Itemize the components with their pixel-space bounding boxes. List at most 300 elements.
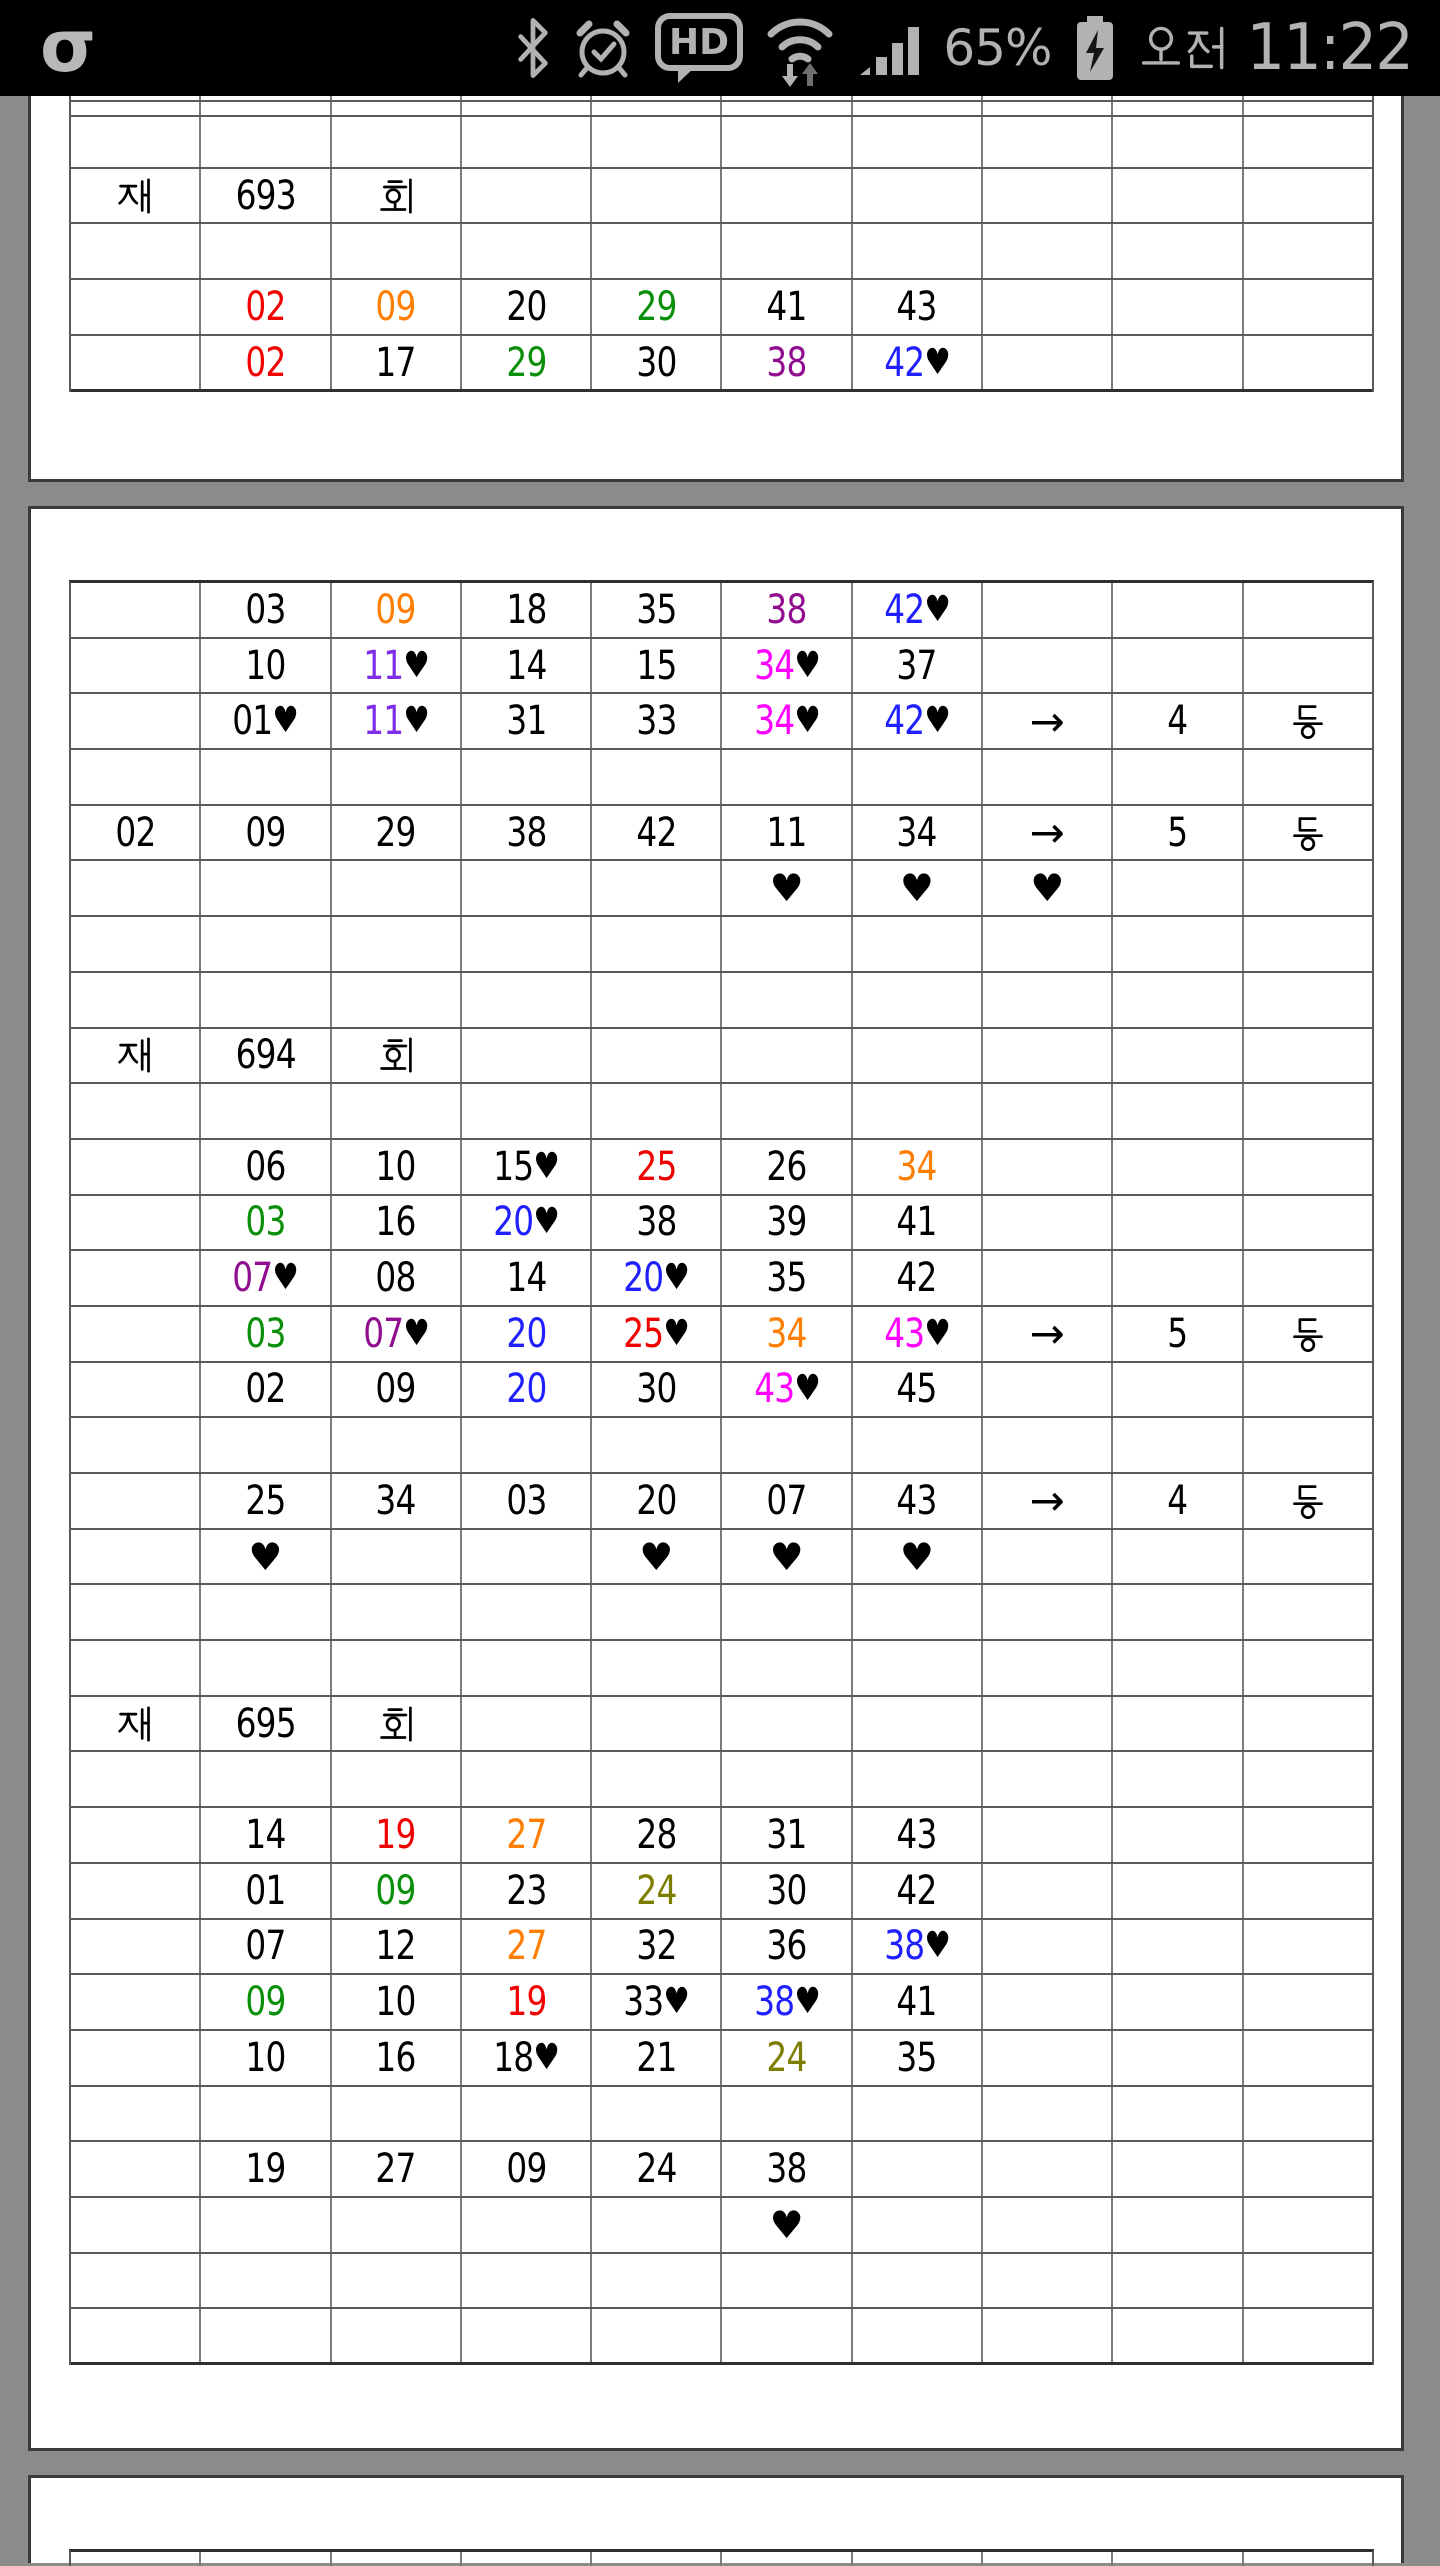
cell[interactable]: [722, 583, 852, 637]
cell[interactable]: [592, 806, 722, 860]
cell[interactable]: [722, 2309, 852, 2362]
cell[interactable]: [1113, 917, 1243, 971]
cell[interactable]: [462, 1975, 592, 2029]
cell[interactable]: [853, 1530, 983, 1584]
cell[interactable]: [332, 1307, 462, 1361]
cell[interactable]: [1113, 1140, 1243, 1194]
cell[interactable]: [462, 1530, 592, 1584]
cell[interactable]: [592, 583, 722, 637]
cell[interactable]: [853, 1752, 983, 1806]
cell[interactable]: [853, 1196, 983, 1250]
cell[interactable]: [201, 1474, 331, 1528]
cell[interactable]: [462, 639, 592, 693]
cell[interactable]: [462, 806, 592, 860]
cell[interactable]: [853, 2142, 983, 2196]
cell[interactable]: [1244, 2309, 1372, 2362]
cell[interactable]: [592, 1920, 722, 1974]
cell[interactable]: [332, 806, 462, 860]
cell[interactable]: [71, 1530, 201, 1584]
cell[interactable]: [332, 169, 462, 222]
cell[interactable]: [722, 1307, 852, 1361]
cell[interactable]: [462, 750, 592, 804]
cell[interactable]: [722, 1251, 852, 1305]
cell[interactable]: [1244, 2198, 1372, 2252]
cell[interactable]: [71, 973, 201, 1027]
cell[interactable]: [722, 2031, 852, 2085]
cell[interactable]: [983, 1864, 1113, 1918]
cell[interactable]: [332, 1530, 462, 1584]
cell[interactable]: [592, 1196, 722, 1250]
cell[interactable]: [201, 224, 331, 278]
cell[interactable]: [332, 2309, 462, 2362]
cell[interactable]: [71, 96, 201, 100]
cell[interactable]: [1244, 2031, 1372, 2085]
cell[interactable]: [332, 2142, 462, 2196]
cell[interactable]: [592, 694, 722, 748]
cell[interactable]: [592, 1864, 722, 1918]
cell[interactable]: [332, 750, 462, 804]
cell[interactable]: [332, 96, 462, 100]
cell[interactable]: [332, 917, 462, 971]
cell[interactable]: [983, 1418, 1113, 1472]
cell[interactable]: [853, 861, 983, 915]
cell[interactable]: [332, 2087, 462, 2141]
cell[interactable]: [462, 2552, 592, 2566]
cell[interactable]: [71, 1641, 201, 1695]
cell[interactable]: [592, 1140, 722, 1194]
cell[interactable]: [71, 2031, 201, 2085]
cell[interactable]: [853, 2031, 983, 2085]
cell[interactable]: [722, 917, 852, 971]
cell[interactable]: [983, 280, 1113, 334]
cell[interactable]: [592, 2254, 722, 2308]
cell[interactable]: [1244, 1029, 1372, 1083]
cell[interactable]: [201, 280, 331, 334]
cell[interactable]: [1244, 2142, 1372, 2196]
cell[interactable]: [1113, 1752, 1243, 1806]
cell[interactable]: [462, 102, 592, 115]
cell[interactable]: [1244, 1975, 1372, 2029]
cell[interactable]: [983, 1196, 1113, 1250]
cell[interactable]: [722, 1084, 852, 1138]
cell[interactable]: [1113, 1697, 1243, 1751]
cell[interactable]: [462, 1084, 592, 1138]
cell[interactable]: [201, 1196, 331, 1250]
cell[interactable]: [1244, 1641, 1372, 1695]
cell[interactable]: [1244, 1307, 1372, 1361]
cell[interactable]: [1244, 1140, 1372, 1194]
cell[interactable]: [592, 1808, 722, 1862]
cell[interactable]: [722, 2552, 852, 2566]
cell[interactable]: [332, 2552, 462, 2566]
cell[interactable]: [592, 917, 722, 971]
cell[interactable]: [722, 96, 852, 100]
cell[interactable]: [332, 1418, 462, 1472]
cell[interactable]: [462, 1307, 592, 1361]
cell[interactable]: [983, 1641, 1113, 1695]
cell[interactable]: [983, 96, 1113, 100]
cell[interactable]: [71, 1363, 201, 1417]
cell[interactable]: [462, 1864, 592, 1918]
cell[interactable]: [71, 750, 201, 804]
cell[interactable]: [853, 2309, 983, 2362]
cell[interactable]: [332, 1697, 462, 1751]
cell[interactable]: [592, 2198, 722, 2252]
cell[interactable]: [201, 973, 331, 1027]
cell[interactable]: [201, 1251, 331, 1305]
cell[interactable]: [201, 1140, 331, 1194]
cell[interactable]: [1244, 1530, 1372, 1584]
cell[interactable]: [1113, 1808, 1243, 1862]
cell[interactable]: [201, 117, 331, 167]
cell[interactable]: [983, 1363, 1113, 1417]
cell[interactable]: [1113, 2142, 1243, 2196]
cell[interactable]: [71, 2087, 201, 2141]
cell[interactable]: [592, 1474, 722, 1528]
cell[interactable]: [853, 1363, 983, 1417]
cell[interactable]: [1244, 861, 1372, 915]
cell[interactable]: [462, 1418, 592, 1472]
cell[interactable]: [853, 280, 983, 334]
cell[interactable]: [983, 1752, 1113, 1806]
cell[interactable]: [983, 1029, 1113, 1083]
cell[interactable]: [853, 117, 983, 167]
cell[interactable]: [332, 2254, 462, 2308]
cell[interactable]: [462, 973, 592, 1027]
cell[interactable]: [722, 973, 852, 1027]
cell[interactable]: [983, 1530, 1113, 1584]
cell[interactable]: [71, 2552, 201, 2566]
cell[interactable]: [722, 2142, 852, 2196]
cell[interactable]: [201, 336, 331, 389]
cell[interactable]: [462, 2142, 592, 2196]
cell[interactable]: [201, 2552, 331, 2566]
cell[interactable]: [201, 1585, 331, 1639]
cell[interactable]: [71, 280, 201, 334]
cell[interactable]: [722, 169, 852, 222]
cell[interactable]: [462, 2309, 592, 2362]
cell[interactable]: [592, 1585, 722, 1639]
cell[interactable]: [71, 1920, 201, 1974]
cell[interactable]: [722, 1530, 852, 1584]
cell[interactable]: [592, 1029, 722, 1083]
cell[interactable]: [592, 1530, 722, 1584]
cell[interactable]: [983, 2087, 1113, 2141]
cell[interactable]: [853, 2254, 983, 2308]
cell[interactable]: [722, 1975, 852, 2029]
cell[interactable]: [722, 639, 852, 693]
cell[interactable]: [1113, 583, 1243, 637]
cell[interactable]: [462, 1196, 592, 1250]
cell[interactable]: [983, 1975, 1113, 2029]
cell[interactable]: [722, 1196, 852, 1250]
cell[interactable]: [71, 1196, 201, 1250]
cell[interactable]: [462, 2087, 592, 2141]
cell[interactable]: [722, 2198, 852, 2252]
cell[interactable]: [853, 639, 983, 693]
cell[interactable]: [71, 1864, 201, 1918]
cell[interactable]: [332, 1585, 462, 1639]
cell[interactable]: [853, 169, 983, 222]
cell[interactable]: [983, 1084, 1113, 1138]
cell[interactable]: [201, 2087, 331, 2141]
cell[interactable]: [332, 1920, 462, 1974]
cell[interactable]: [853, 1975, 983, 2029]
cell[interactable]: [592, 102, 722, 115]
cell[interactable]: [71, 1808, 201, 1862]
cell[interactable]: [983, 2198, 1113, 2252]
cell[interactable]: [983, 1474, 1113, 1528]
cell[interactable]: [853, 1808, 983, 1862]
cell[interactable]: [983, 694, 1113, 748]
cell[interactable]: [1244, 806, 1372, 860]
cell[interactable]: [332, 336, 462, 389]
cell[interactable]: [1113, 1084, 1243, 1138]
cell[interactable]: [1113, 96, 1243, 100]
cell[interactable]: [201, 169, 331, 222]
cell[interactable]: [983, 1140, 1113, 1194]
cell[interactable]: [332, 1251, 462, 1305]
cell[interactable]: [201, 2031, 331, 2085]
cell[interactable]: [462, 1920, 592, 1974]
cell[interactable]: [1113, 2309, 1243, 2362]
cell[interactable]: [722, 694, 852, 748]
cell[interactable]: [592, 861, 722, 915]
cell[interactable]: [1113, 224, 1243, 278]
cell[interactable]: [71, 1474, 201, 1528]
cell[interactable]: [1113, 117, 1243, 167]
cell[interactable]: [1113, 1029, 1243, 1083]
cell[interactable]: [1113, 1641, 1243, 1695]
cell[interactable]: [462, 336, 592, 389]
cell[interactable]: [853, 1307, 983, 1361]
cell[interactable]: [1244, 2552, 1372, 2566]
cell[interactable]: [722, 1808, 852, 1862]
cell[interactable]: [71, 917, 201, 971]
cell[interactable]: [983, 1251, 1113, 1305]
cell[interactable]: [1244, 2087, 1372, 2141]
cell[interactable]: [1113, 1196, 1243, 1250]
cell[interactable]: [1113, 2552, 1243, 2566]
cell[interactable]: [983, 1585, 1113, 1639]
cell[interactable]: [1244, 1196, 1372, 1250]
cell[interactable]: [332, 1474, 462, 1528]
cell[interactable]: [983, 917, 1113, 971]
cell[interactable]: [592, 1641, 722, 1695]
cell[interactable]: [1244, 1920, 1372, 1974]
cell[interactable]: [983, 639, 1113, 693]
cell[interactable]: [592, 1084, 722, 1138]
cell[interactable]: [332, 1752, 462, 1806]
cell[interactable]: [201, 96, 331, 100]
cell[interactable]: [983, 583, 1113, 637]
cell[interactable]: [592, 1418, 722, 1472]
cell[interactable]: [592, 2309, 722, 2362]
cell[interactable]: [983, 2552, 1113, 2566]
cell[interactable]: [983, 169, 1113, 222]
cell[interactable]: [1244, 1418, 1372, 1472]
cell[interactable]: [722, 1641, 852, 1695]
cell[interactable]: [71, 583, 201, 637]
cell[interactable]: [71, 1029, 201, 1083]
cell[interactable]: [1113, 1474, 1243, 1528]
cell[interactable]: [201, 583, 331, 637]
cell[interactable]: [332, 639, 462, 693]
cell[interactable]: [983, 750, 1113, 804]
cell[interactable]: [201, 1920, 331, 1974]
cell[interactable]: [722, 1697, 852, 1751]
cell[interactable]: [853, 1641, 983, 1695]
cell[interactable]: [201, 806, 331, 860]
cell[interactable]: [722, 280, 852, 334]
cell[interactable]: [983, 102, 1113, 115]
cell[interactable]: [983, 861, 1113, 915]
cell[interactable]: [201, 2254, 331, 2308]
cell[interactable]: [1113, 1975, 1243, 2029]
cell[interactable]: [462, 1251, 592, 1305]
cell[interactable]: [1113, 2031, 1243, 2085]
cell[interactable]: [1244, 169, 1372, 222]
cell[interactable]: [722, 1418, 852, 1472]
cell[interactable]: [201, 1641, 331, 1695]
cell[interactable]: [1113, 1530, 1243, 1584]
cell[interactable]: [1244, 224, 1372, 278]
cell[interactable]: [722, 2254, 852, 2308]
cell[interactable]: [853, 1697, 983, 1751]
cell[interactable]: [1244, 1752, 1372, 1806]
cell[interactable]: [332, 2198, 462, 2252]
cell[interactable]: [71, 1752, 201, 1806]
cell[interactable]: [983, 806, 1113, 860]
cell[interactable]: [853, 1251, 983, 1305]
cell[interactable]: [332, 1140, 462, 1194]
cell[interactable]: [1244, 694, 1372, 748]
cell[interactable]: [1244, 1585, 1372, 1639]
cell[interactable]: [983, 2142, 1113, 2196]
cell[interactable]: [71, 2142, 201, 2196]
cell[interactable]: [462, 1641, 592, 1695]
cell[interactable]: [71, 2254, 201, 2308]
cell[interactable]: [201, 694, 331, 748]
cell[interactable]: [592, 2552, 722, 2566]
cell[interactable]: [592, 639, 722, 693]
cell[interactable]: [71, 2309, 201, 2362]
cell[interactable]: [853, 1029, 983, 1083]
cell[interactable]: [592, 280, 722, 334]
cell[interactable]: [853, 973, 983, 1027]
cell[interactable]: [592, 1307, 722, 1361]
cell[interactable]: [332, 280, 462, 334]
cell[interactable]: [462, 2198, 592, 2252]
cell[interactable]: [983, 1920, 1113, 1974]
cell[interactable]: [1244, 1697, 1372, 1751]
cell[interactable]: [462, 1363, 592, 1417]
cell[interactable]: [462, 2031, 592, 2085]
cell[interactable]: [1113, 1418, 1243, 1472]
cell[interactable]: [1244, 973, 1372, 1027]
cell[interactable]: [1244, 102, 1372, 115]
cell[interactable]: [1244, 280, 1372, 334]
cell[interactable]: [71, 1418, 201, 1472]
cell[interactable]: [71, 1084, 201, 1138]
cell[interactable]: [1244, 583, 1372, 637]
cell[interactable]: [1244, 1808, 1372, 1862]
cell[interactable]: [853, 750, 983, 804]
cell[interactable]: [71, 1585, 201, 1639]
cell[interactable]: [462, 1752, 592, 1806]
cell[interactable]: [722, 224, 852, 278]
cell[interactable]: [983, 1307, 1113, 1361]
cell[interactable]: [201, 639, 331, 693]
cell[interactable]: [462, 1585, 592, 1639]
cell[interactable]: [71, 336, 201, 389]
cell[interactable]: [332, 1363, 462, 1417]
cell[interactable]: [1113, 1585, 1243, 1639]
cell[interactable]: [462, 96, 592, 100]
cell[interactable]: [201, 2198, 331, 2252]
cell[interactable]: [201, 1029, 331, 1083]
cell[interactable]: [1113, 102, 1243, 115]
cell[interactable]: [592, 1251, 722, 1305]
cell[interactable]: [722, 336, 852, 389]
cell[interactable]: [722, 2087, 852, 2141]
cell[interactable]: [1113, 1363, 1243, 1417]
cell[interactable]: [201, 2142, 331, 2196]
cell[interactable]: [1113, 2254, 1243, 2308]
cell[interactable]: [722, 861, 852, 915]
cell[interactable]: [201, 1808, 331, 1862]
cell[interactable]: [332, 973, 462, 1027]
cell[interactable]: [853, 2087, 983, 2141]
cell[interactable]: [722, 1029, 852, 1083]
cell[interactable]: [592, 224, 722, 278]
cell[interactable]: [462, 917, 592, 971]
cell[interactable]: [722, 750, 852, 804]
cell[interactable]: [71, 1307, 201, 1361]
cell[interactable]: [1244, 336, 1372, 389]
cell[interactable]: [462, 2254, 592, 2308]
cell[interactable]: [462, 1474, 592, 1528]
cell[interactable]: [722, 806, 852, 860]
cell[interactable]: [462, 694, 592, 748]
cell[interactable]: [71, 102, 201, 115]
cell[interactable]: [1113, 1251, 1243, 1305]
cell[interactable]: [853, 2198, 983, 2252]
cell[interactable]: [853, 1474, 983, 1528]
cell[interactable]: [71, 169, 201, 222]
cell[interactable]: [462, 117, 592, 167]
cell[interactable]: [983, 2254, 1113, 2308]
cell[interactable]: [853, 1585, 983, 1639]
cell[interactable]: [1244, 1084, 1372, 1138]
cell[interactable]: [853, 1920, 983, 1974]
cell[interactable]: [592, 2087, 722, 2141]
cell[interactable]: [332, 102, 462, 115]
cell[interactable]: [983, 336, 1113, 389]
cell[interactable]: [71, 2198, 201, 2252]
cell[interactable]: [1244, 2254, 1372, 2308]
cell[interactable]: [332, 861, 462, 915]
cell[interactable]: [201, 1975, 331, 2029]
cell[interactable]: [592, 117, 722, 167]
cell[interactable]: [462, 861, 592, 915]
cell[interactable]: [983, 117, 1113, 167]
cell[interactable]: [71, 1975, 201, 2029]
cell[interactable]: [592, 169, 722, 222]
cell[interactable]: [853, 1418, 983, 1472]
cell[interactable]: [71, 861, 201, 915]
cell[interactable]: [71, 639, 201, 693]
